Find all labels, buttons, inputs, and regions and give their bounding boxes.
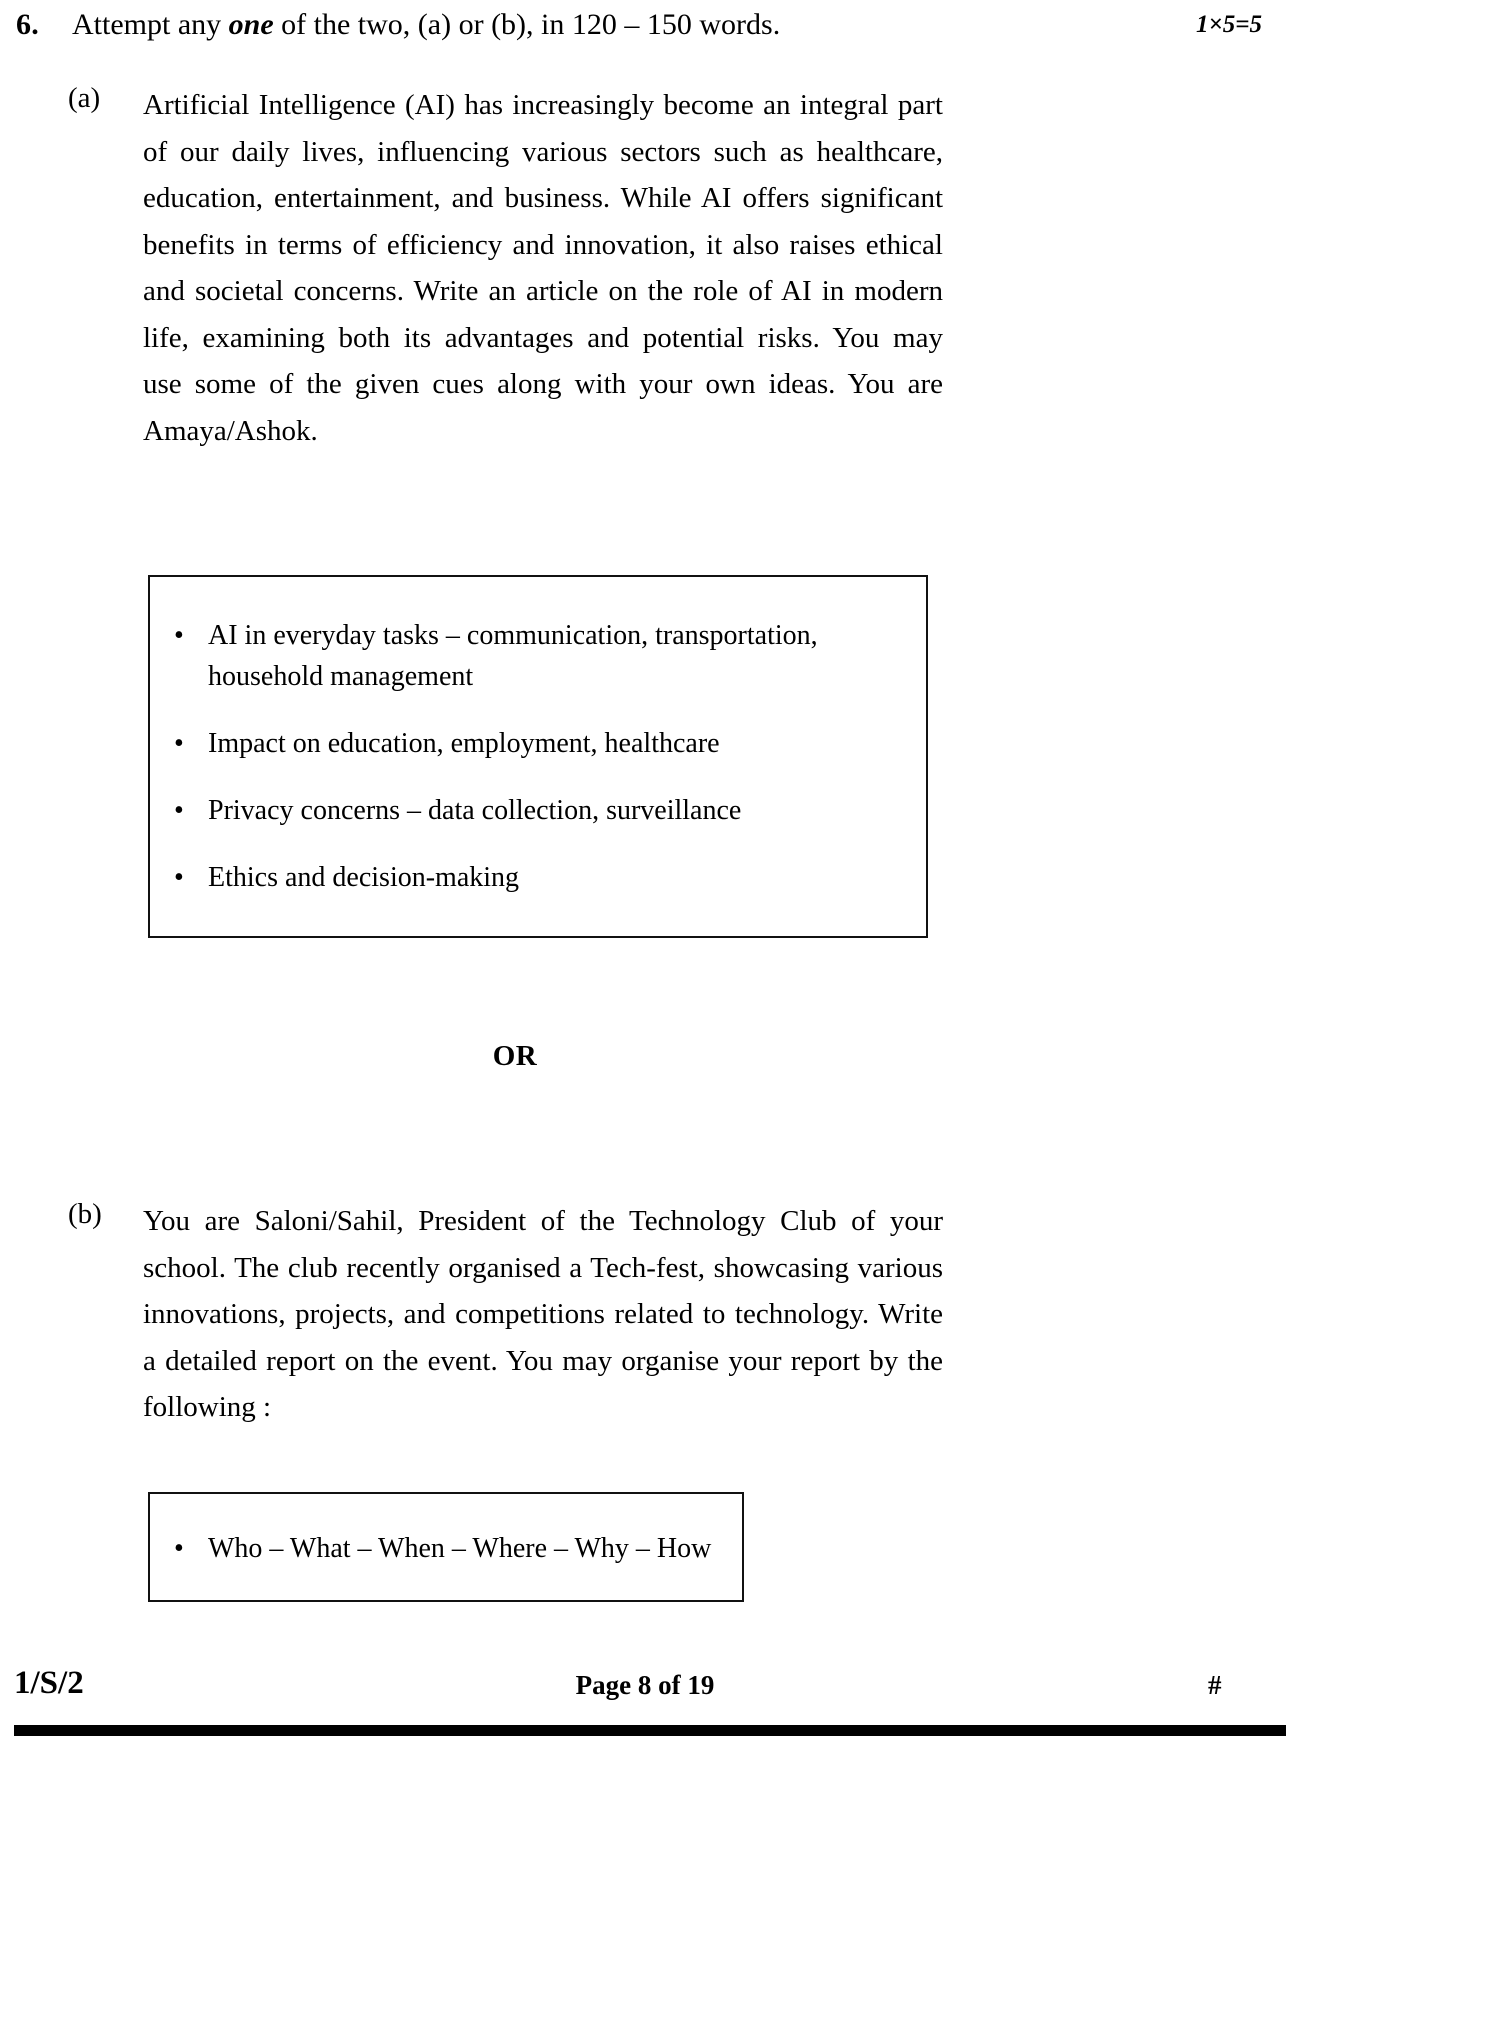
footer-paper-code: 1/S/2 [14,1665,84,1701]
bullet-icon: • [174,862,184,893]
cue-item-text: AI in everyday tasks – communication, transportation, household management [208,620,818,692]
cue-item-text: Ethics and decision-making [208,862,520,893]
part-a-line-6: life, examining both its advantages and potential risks. You may [143,321,943,354]
bullet-icon: • [174,795,184,826]
instruction-emphasis: one [228,8,274,41]
footer-page-number: Page 8 of 19 [575,1670,715,1700]
question-number: 6. [16,8,39,41]
part-b-line-3: innovations, projects, and competitions related to technology. Write [143,1298,943,1330]
instruction-text-before: Attempt any [72,8,229,41]
part-a-line-7: use some of the given cues along with your own ideas. You are [143,368,943,400]
cue-item [150,1528,718,1569]
part-a-line-4: benefits in terms of efficiency and innovation, it also raises ethical [143,228,943,261]
cue-box-b [148,1492,744,1602]
part-a-line-5: and societal concerns. Write an article on the role of AI in modern [143,275,943,307]
part-a-line-2: of our daily lives, influencing various sectors such as healthcare, [143,135,943,168]
cue-item-text: Who – What – When – Where – Why – How [208,1533,712,1564]
cue-item [150,857,902,898]
part-b-line-1: You are Saloni/Sahil, President of the Technology Club of your [143,1205,943,1237]
cue-item [150,615,902,697]
cue-item-text: Impact on education, employment, healthcare [208,728,720,759]
cue-list-b [150,1528,718,1569]
cue-item [150,790,902,831]
or-divider: OR [492,1040,538,1072]
part-a-label: (a) [68,82,101,114]
bullet-icon: • [174,620,184,651]
part-a-body [143,82,943,454]
bullet-icon: • [174,1533,184,1564]
footer-hash-mark: # [1208,1670,1222,1700]
part-b-line-4: a detailed report on the event. You may organise your report by the [143,1344,943,1377]
question-header [0,8,1505,52]
part-a-line-1: Artificial Intelligence (AI) has increasingly become an integral part [143,89,943,121]
question-instruction [72,8,780,42]
instruction-text-after: of the two, (a) or (b), in 120 – 150 words. [273,8,781,41]
cue-list-a [150,615,902,898]
cue-box-a [148,575,928,938]
part-a-line-3: education, entertainment, and business. While AI offers significant [143,182,943,214]
part-b-body [143,1198,943,1431]
part-b-line-5: following : [143,1391,272,1423]
cue-item-text: Privacy concerns – data collection, surveillance [208,795,742,826]
part-b-line-2: school. The club recently organised a Tech-fest, showcasing various [143,1251,943,1284]
part-b-label: (b) [68,1198,102,1230]
question-marks: 1×5=5 [1196,11,1262,38]
footer-rule [14,1725,1286,1736]
bullet-icon: • [174,728,184,759]
cue-item [150,723,902,764]
part-a-line-8: Amaya/Ashok. [143,414,318,447]
